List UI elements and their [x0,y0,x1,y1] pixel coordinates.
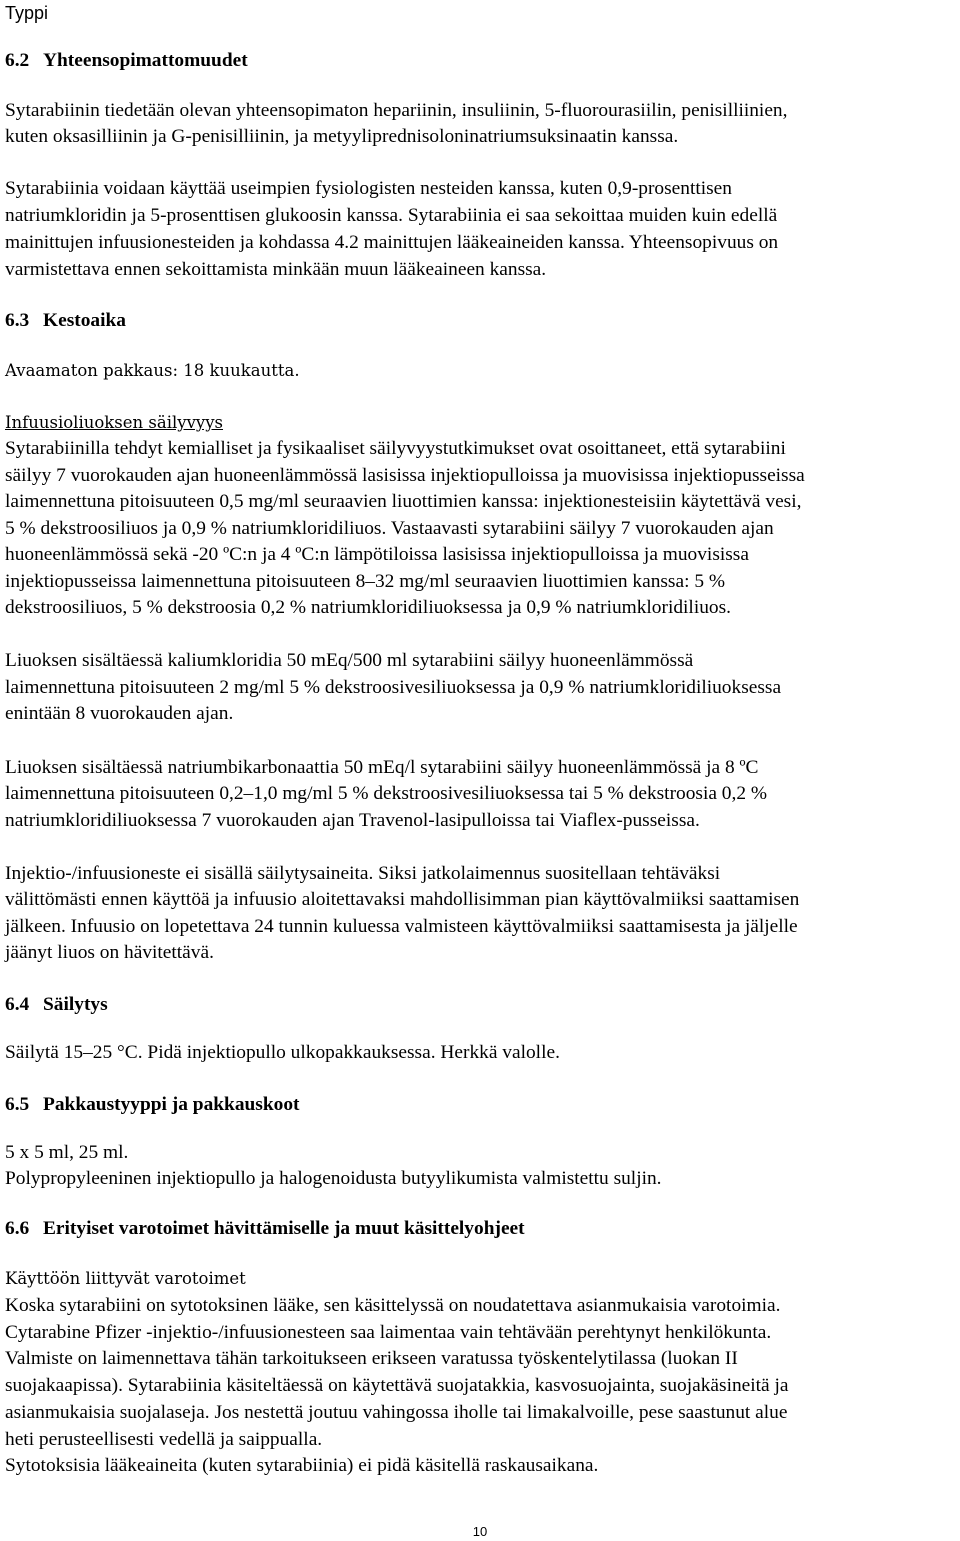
paragraph-line: enintään 8 vuorokauden ajan. [5,703,234,724]
storage-text: Säilytä 15–25 °C. Pidä injektiopullo ulkopakkauksessa. Herkkä valolle. [5,1042,560,1063]
page-number: 10 [472,1524,488,1539]
paragraph-line: Sytotoksisia lääkeaineita (kuten sytarabiinia) ei pidä käsitellä raskausaikana. [5,1455,599,1476]
section-heading-6-2 [5,48,248,74]
paragraph-line: jäänyt liuos on hävitettävä. [5,942,214,963]
paragraph-line: Koska sytarabiini on sytotoksinen lääke, sen käsittelyssä on noudatettava asianmukaisia varotoimia. [5,1295,781,1316]
paragraph-line: suojakaapissa). Sytarabiinia käsiteltäessä on käytettävä suojatakkia, kasvosuojainta, suojakäsineitä ja [5,1375,789,1396]
paragraph-line: säilyy 7 vuorokauden ajan huoneenlämmössä lasisissa injektiopulloissa ja muovisissa injektiopusseissa [5,465,805,486]
paragraph-line: laimennettuna pitoisuuteen 0,5 mg/ml seuraavien liuottimien kanssa: injektionesteisiin käytettävä vesi, [5,491,802,512]
paragraph-line: injektiopusseissa laimennettuna pitoisuuteen 8–32 mg/ml seuraavien liuottimien kanssa: 5 % [5,571,726,592]
paragraph-line: Liuoksen sisältäessä natriumbikarbonaattia 50 mEq/l sytarabiini säilyy huoneenlämmössä ja 8 ºC [5,757,759,778]
paragraph-line: laimennettuna pitoisuuteen 2 mg/ml 5 % dekstroosivesiliuoksessa ja 0,9 % natriumkloridiliuoksessa [5,677,782,698]
top-label: Typpi [5,3,49,23]
section-number: 6.4 [5,994,30,1015]
paragraph-line: asianmukaisia suojalaseja. Jos nestettä joutuu vahingossa iholle tai limakalvoille, pese saastunut alue [5,1402,788,1423]
section-heading-6-5 [5,1092,300,1118]
section-title: Pakkaustyyppi ja pakkauskoot [43,1094,300,1115]
section-heading-6-3 [5,308,126,334]
section-title: Erityiset varotoimet hävittämiselle ja muut käsittelyohjeet [43,1218,525,1239]
infusion-stability-heading: Infuusioliuoksen säilyvyys [5,413,224,432]
section-number: 6.2 [5,50,30,71]
paragraph-line: natriumkloridin ja 5-prosenttisen glukoosin kanssa. Sytarabiinia ei saa sekoittaa muiden kuin edellä [5,205,778,226]
paragraph-line: Valmiste on laimennettava tähän tarkoitukseen erikseen varatussa työskentelytilassa (luokan II [5,1348,738,1369]
paragraph-line: 5 % dekstroosiliuos ja 0,9 % natriumkloridiliuos. Vastaavasti sytarabiini säilyy 7 vuorokauden ajan [5,518,774,539]
section-title: Säilytys [43,994,108,1015]
section-number: 6.5 [5,1094,30,1115]
paragraph-line: mainittujen infuusionesteiden ja kohdassa 4.2 mainittujen lääkeaineiden kanssa. Yhteensopivuus on [5,232,779,253]
paragraph-line: jälkeen. Infuusio on lopetettava 24 tunnin kuluessa valmisteen käyttövalmiiksi saattamisesta ja jäljelle [5,916,798,937]
container-line: Polypropyleeninen injektiopullo ja halogenoidusta butyylikumista valmistettu suljin. [5,1168,662,1189]
paragraph-line: huoneenlämmössä sekä -20 ºC:n ja 4 ºC:n lämpötiloissa lasisissa injektiopulloissa ja muovisissa [5,544,749,565]
paragraph-line: Sytarabiinilla tehdyt kemialliset ja fysikaaliset säilyvyystutkimukset ovat osoittaneet, että sytarabiini [5,438,786,459]
pack-size-line: 5 x 5 ml, 25 ml. [5,1142,129,1163]
paragraph-line: heti perusteellisesti vedellä ja saippualla. [5,1429,323,1450]
paragraph-line: Injektio-/infuusioneste ei sisällä säilytysaineita. Siksi jatkolaimennus suositellaan tehtäväksi [5,863,721,884]
paragraph-line: kuten oksasilliinin ja G-penisilliinin, ja metyyliprednisoloninatriumsuksinaatin kanssa. [5,126,679,147]
paragraph-line: varmistettava ennen sekoittamista minkään muun lääkeaineen kanssa. [5,259,547,280]
paragraph-line: Liuoksen sisältäessä kaliumkloridia 50 mEq/500 ml sytarabiini säilyy huoneenlämmössä [5,650,694,671]
precautions-subheading: Käyttöön liittyvät varotoimet [5,1269,246,1288]
section-number: 6.6 [5,1218,30,1239]
section-title: Yhteensopimattomuudet [43,50,248,71]
section-heading-6-4 [5,992,108,1018]
paragraph-line: laimennettuna pitoisuuteen 0,2–1,0 mg/ml 5 % dekstroosivesiliuoksessa tai 5 % dekstroosia 0,2 % [5,783,768,804]
paragraph-line: natriumkloridiliuoksessa 7 vuorokauden ajan Travenol-lasipulloissa tai Viaflex-pusseissa. [5,810,700,831]
section-title: Kestoaika [43,310,126,331]
section-number: 6.3 [5,310,30,331]
paragraph-line: Sytarabiinin tiedetään olevan yhteensopimaton hepariinin, insuliinin, 5-fluorourasiilin, penisilliinien, [5,100,788,121]
paragraph-line: dekstroosiliuos, 5 % dekstroosia 0,2 % natriumkloridiliuoksessa ja 0,9 % natriumkloridiliuos. [5,597,731,618]
unopened-shelf-life: Avaamaton pakkaus: 18 kuukautta. [5,361,300,380]
paragraph-line: Cytarabine Pfizer -injektio-/infuusionesteen saa laimentaa vain tehtävään perehtynyt henkilökunta. [5,1322,772,1343]
paragraph-line: Sytarabiinia voidaan käyttää useimpien fysiologisten nesteiden kanssa, kuten 0,9-prosenttisen [5,178,732,199]
section-heading-6-6 [5,1216,525,1242]
paragraph-line: välittömästi ennen käyttöä ja infuusio aloitettavaksi mahdollisimman pian käyttövalmiiksi saattamisen [5,889,800,910]
